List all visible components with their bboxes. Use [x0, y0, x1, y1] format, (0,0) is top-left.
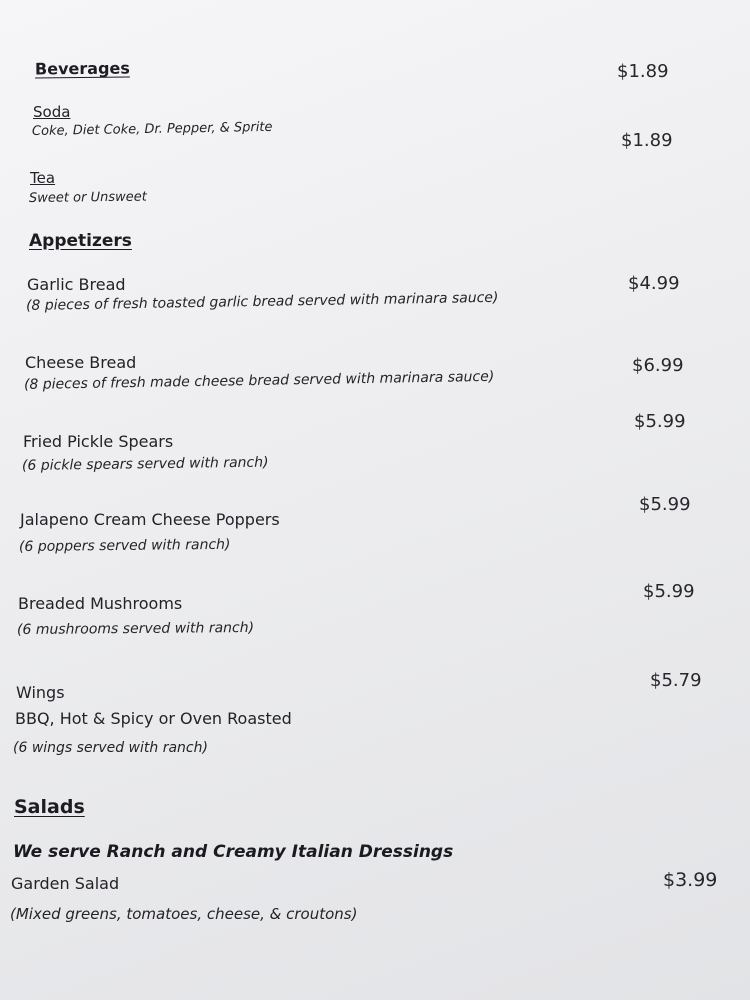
garlic-bread-name: Garlic Bread: [27, 275, 126, 294]
wings-name: Wings: [16, 683, 65, 702]
salads-heading: Salads: [14, 796, 85, 818]
fried-pickle-price: $5.99: [634, 411, 686, 432]
jalapeno-poppers-name: Jalapeno Cream Cheese Poppers: [20, 510, 280, 529]
garlic-bread-desc: (8 pieces of fresh toasted garlic bread served with marinara sauce): [25, 289, 499, 314]
cheese-bread-desc: (8 pieces of fresh made cheese bread served with marinara sauce): [23, 368, 495, 393]
dressings-note: We serve Ranch and Creamy Italian Dressings: [13, 842, 454, 862]
garden-salad-price: $3.99: [663, 869, 718, 891]
breaded-mushrooms-name: Breaded Mushrooms: [18, 594, 183, 613]
garden-salad-name: Garden Salad: [11, 874, 120, 893]
fried-pickle-name: Fried Pickle Spears: [23, 432, 174, 451]
cheese-bread-price: $6.99: [632, 355, 684, 376]
beverages-heading: Beverages: [34, 58, 130, 79]
garlic-bread-price: $4.99: [628, 273, 680, 294]
wings-flavors: BBQ, Hot & Spicy or Oven Roasted: [15, 709, 292, 728]
soda-name: Soda: [33, 103, 71, 121]
tea-price: $1.89: [621, 130, 673, 151]
garden-salad-desc: (Mixed greens, tomatoes, cheese, & croutons): [10, 905, 358, 923]
breaded-mushrooms-price: $5.99: [643, 581, 695, 602]
jalapeno-poppers-desc: (6 poppers served with ranch): [18, 536, 231, 555]
jalapeno-poppers-price: $5.99: [639, 494, 691, 515]
tea-name: Tea: [30, 169, 56, 187]
appetizers-heading: Appetizers: [29, 231, 132, 251]
breaded-mushrooms-desc: (6 mushrooms served with ranch): [16, 619, 255, 638]
wings-price: $5.79: [650, 670, 702, 691]
soda-price: $1.89: [617, 61, 669, 82]
tea-desc: Sweet or Unsweet: [28, 189, 147, 206]
fried-pickle-desc: (6 pickle spears served with ranch): [21, 454, 269, 474]
soda-desc: Coke, Diet Coke, Dr. Pepper, & Sprite: [31, 119, 273, 139]
cheese-bread-name: Cheese Bread: [25, 353, 137, 372]
wings-desc: (6 wings served with ranch): [13, 740, 208, 756]
